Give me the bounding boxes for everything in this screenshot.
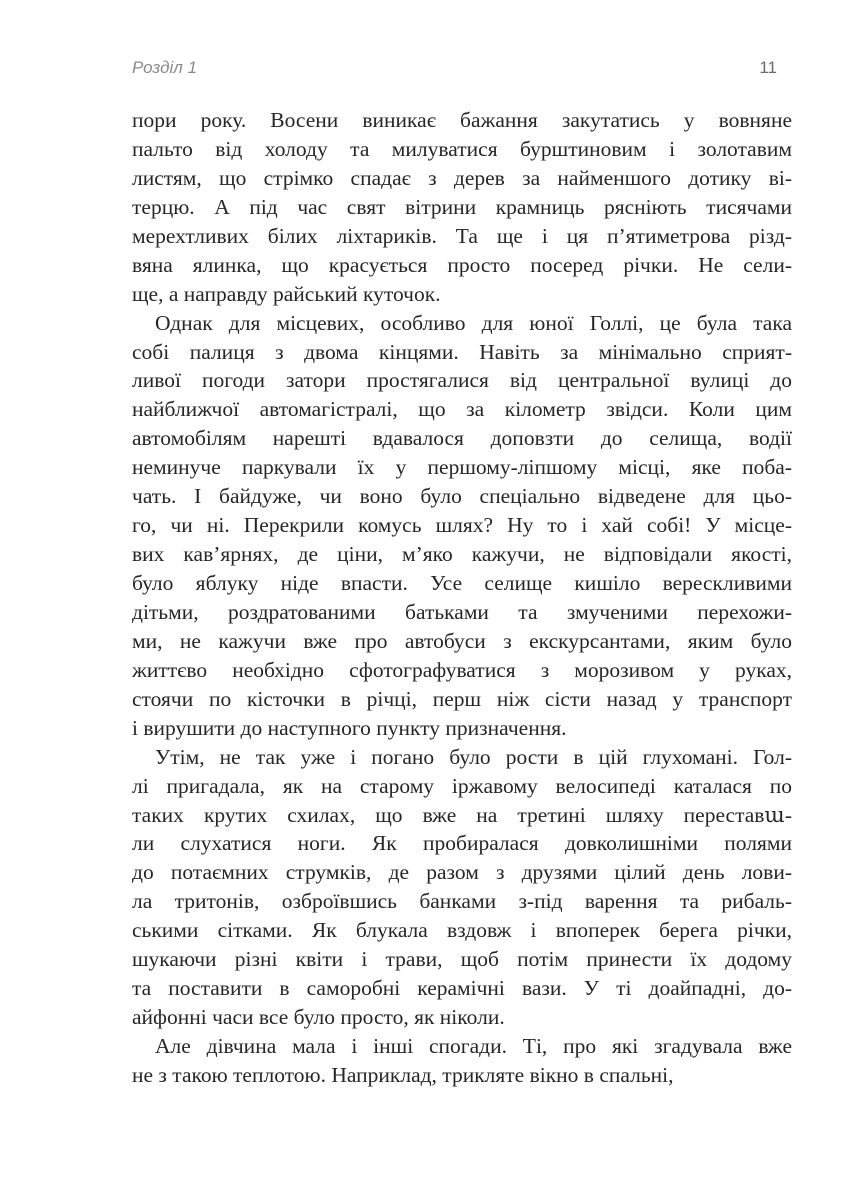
text-line: шукаючи різні квіти і трави, щоб потім принести їх додому xyxy=(132,947,792,972)
text-line: було яблуку ніде впасти. Усе селище кишіло верескливими xyxy=(132,571,792,595)
text-line: ливої погоди затори простягалися від центральної вулиці до xyxy=(132,368,792,393)
text-line: Однак для місцевих, особливо для юної Голлі, це була така xyxy=(155,310,792,335)
text-line: таких крутих схилах, що вже на третині шляху переставա- xyxy=(132,802,792,827)
text-line: ще, а направду райський куточок. xyxy=(132,281,441,306)
text-line: до потаємних струмків, де разом з друзями цілий день лови- xyxy=(132,860,792,885)
text-line: дітьми, роздратованими батьками та змученими перехожи- xyxy=(132,599,792,624)
text-line: листям, що стрімко спадає з дерев за найменшого дотику ві- xyxy=(132,165,792,190)
text-line: лі пригадала, як на старому іржавому велосипеді каталася по xyxy=(132,773,792,798)
text-line: ла тритонів, озброївшись банками з-під варення та рибаль- xyxy=(132,889,792,914)
paragraph xyxy=(132,106,792,309)
text-line: Утім, не так уже і погано було рости в цій глухомані. Гол- xyxy=(155,744,792,769)
paragraph xyxy=(132,1032,792,1090)
paragraph xyxy=(132,309,792,743)
text-line: вих кав’ярнях, де ціни, м’яко кажучи, не відповідали якості, xyxy=(132,542,792,567)
running-head-chapter: Розділ 1 xyxy=(132,58,198,77)
text-line: та поставити в саморобні керамічні вази. У ті доайпадні, до- xyxy=(132,976,792,1001)
text-line: ськими сітками. Як блукала вздовж і впоперек берега річки, xyxy=(132,918,792,943)
text-line: неминуче паркували їх у першому-ліпшому місці, яке поба- xyxy=(132,455,792,480)
text-line: ми, не кажучи вже про автобуси з екскурсантами, яким було xyxy=(132,628,792,653)
body-text xyxy=(132,106,792,1090)
text-line: пальто від холоду та милуватися бурштиновим і золотавим xyxy=(132,136,792,161)
text-line: Але дівчина мала і інші спогади. Ті, про які згадувала вже xyxy=(155,1034,792,1058)
text-line: чать. І байдуже, чи воно було спеціально відведене для цьо- xyxy=(132,484,792,509)
text-line: пори року. Восени виникає бажання закутатись у вовняне xyxy=(132,108,792,132)
page-number: 11 xyxy=(759,58,777,77)
text-line: ли слухатися ноги. Як пробиралася довколишніми полями xyxy=(132,831,792,856)
text-line: терцю. А під час свят вітрини крамниць рясніють тисячами xyxy=(132,194,792,219)
text-line: вяна ялинка, що красується просто посеред річки. Не сели- xyxy=(132,252,792,277)
text-line: стоячи по кісточки в річці, перш ніж сісти назад у транспорт xyxy=(132,686,792,711)
text-line: го, чи ні. Перекрили комусь шлях? Ну то і хай собі! У місце- xyxy=(132,513,792,538)
paragraph xyxy=(132,743,792,1032)
text-line: не з такою теплотою. Наприклад, трикляте вікно в спальні, xyxy=(132,1062,674,1087)
text-line: собі палиця з двома кінцями. Навіть за мінімально сприят- xyxy=(132,339,792,364)
text-line: життєво необхідно сфотографуватися з морозивом у руках, xyxy=(132,657,792,682)
text-line: айфонні часи все було просто, як ніколи. xyxy=(132,1005,505,1030)
text-line: мерехтливих білих ліхтариків. Та ще і ця п’ятиметрова різд- xyxy=(132,223,792,248)
text-line: і вирушити до наступного пункту призначення. xyxy=(132,715,567,740)
text-line: автомобілям нарешті вдавалося доповзти до селища, водії xyxy=(132,426,792,451)
text-line: найближчої автомагістралі, що за кілометр звідси. Коли цим xyxy=(132,397,792,422)
